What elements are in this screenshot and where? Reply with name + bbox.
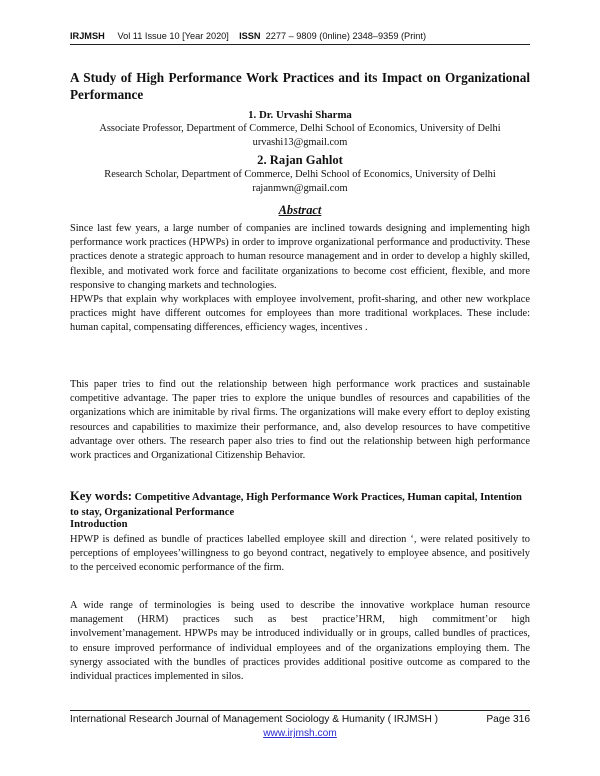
affiliation-2: Research Scholar, Department of Commerce, Delhi School of Economics, University of Delhi [104,169,496,180]
keywords-list: Competitive Advantage, High Performance Work Practices, Human capital, Intention to stay, Organizational Performance [70,492,522,518]
abstract-paragraph-1: Since last few years, a large number of companies are inclined towards designing and implementing high performance work practices (HPWPs) in order to improve organizational performance and productivity. These practices denote a strategic approach to human resource management and in order to develop a highly skilled, flexible, and motivated work force and facilitate organizations to become cost efficient, flexible, and more responsive to changing markets and technologies. [70,223,530,291]
volume-info: Vol 11 Issue 10 [Year 2020] [117,31,229,41]
footer-journal-name: International Research Journal of Management Sociology & Humanity ( IRJMSH ) [70,714,439,725]
header-divider [70,44,530,45]
author-2: 2. Rajan Gahlot [257,153,343,167]
journal-abbrev: IRJMSH [70,31,105,41]
introduction-paragraph-2: A wide range of terminologies is being used to describe the innovative workplace human resource management (HRM) practices such as best practice’HRM, high commitment’or high involvement’management. HPWPs may be introduced individually or in groups, called bundles of practices, to ensure improved performance of individual employees and of the organizations employing them. The synergy associated with the bundles of practices provides additional positive outcome as compared to the individual practices implemented in silos. [70,600,530,683]
running-header [70,31,530,41]
keywords [70,489,530,520]
journal-url-link[interactable]: www.irjmsh.com [263,728,337,739]
abstract-heading: Abstract [278,203,322,217]
email-2: rajanmwn@gmail.com [252,183,348,194]
issn-label: ISSN [239,31,261,41]
introduction-heading: Introduction [70,519,128,530]
author-1: 1. Dr. Urvashi Sharma [248,109,352,121]
affiliation-1: Associate Professor, Department of Commerce, Delhi School of Economics, University of Delhi [99,123,501,134]
paper-title: A Study of High Performance Work Practices and its Impact on Organizational Performance [70,70,530,102]
introduction-paragraph-1: HPWP is defined as bundle of practices labelled employee skill and direction ‘, were related positively to perceptions of employees’willingness to go beyond contract, negatively to employee absence, and positively to the perceived economic performance of the firm. [70,534,530,574]
abstract-paragraph-3: This paper tries to find out the relationship between high performance work practices and sustainable competitive advantage. The paper tries to explore the unique bundles of resources and capabilities of the organizations which are inimitable by rival firms. The organizations will make every effort to deploy existing resources and capabilities to maximize their performance, and, also develop resources to have competitive advantage over others. The research paper also tries to find out the relationship between high performance work practices and Organizational Citizenship Behavior. [70,379,530,462]
email-1: urvashi13@gmail.com [252,137,348,148]
footer-divider [70,710,530,711]
keywords-label: Key words: [70,489,132,503]
page-number: Page 316 [486,714,530,725]
running-footer [70,714,530,725]
abstract-paragraph-2: HPWPs that explain why workplaces with employee involvement, profit-sharing, and other new workplace practices might have different outcomes for employees than more traditional workplaces. These include: human capital, compensating differences, efficiency wages, incentives . [70,294,530,334]
issn-numbers: 2277 – 9809 (0nline) 2348–9359 (Print) [265,31,427,41]
